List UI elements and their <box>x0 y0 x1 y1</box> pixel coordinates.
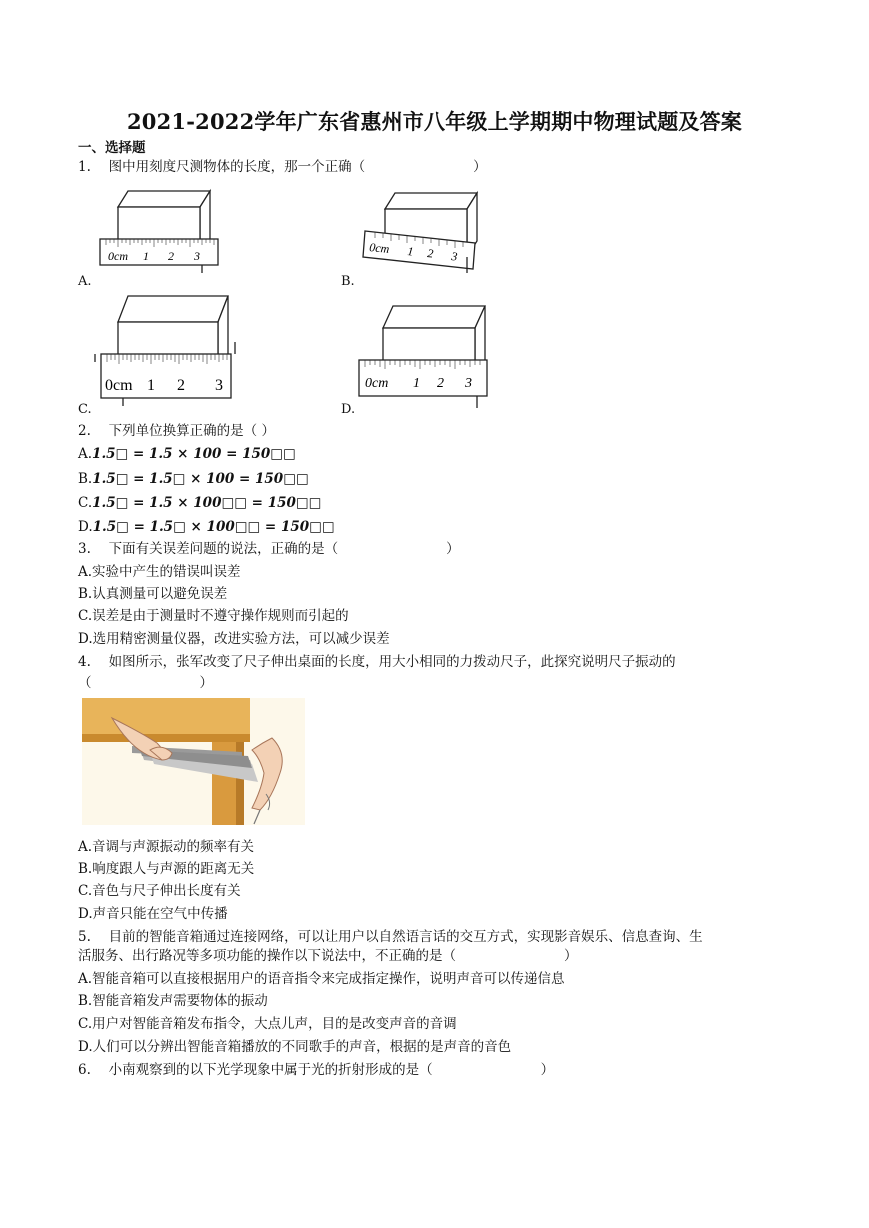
figure-ruler-a <box>98 185 223 275</box>
q2-option-label: C. <box>78 495 93 511</box>
q4-option-c: C.音色与尺子伸出长度有关 <box>78 883 241 899</box>
q2-option-b <box>78 470 309 489</box>
q4-option-d: D.声音只能在空气中传播 <box>78 906 228 922</box>
page-title: 2021-2022学年广东省惠州市八年级上学期期中物理试题及答案 <box>126 109 742 134</box>
q2-option-label: D. <box>78 519 93 535</box>
ruler-label-2: 2 <box>437 376 444 391</box>
ruler-label-3: 3 <box>465 376 472 391</box>
q2-option-label: B. <box>78 471 93 487</box>
ruler-label-1: 1 <box>143 249 149 263</box>
q3-option-a: A.实验中产生的错误叫误差 <box>78 564 241 580</box>
ruler-label-1: 1 <box>406 244 415 259</box>
ruler-label-0cm: 0cm <box>105 377 133 394</box>
q2-option-d <box>78 518 335 537</box>
figure-vibrating-ruler <box>82 698 305 825</box>
ruler-label-0cm: 0cm <box>108 249 128 263</box>
question-1-stem: 1. 图中用刻度尺测物体的长度，那一个正确（ ） <box>78 159 487 175</box>
q2-option-expression: 1.5□ = 1.5□ × 100 = 150□□ <box>92 471 309 487</box>
figure-ruler-c <box>93 292 238 407</box>
figure-ruler-d <box>355 300 490 410</box>
q1-option-d-label: D. <box>341 402 356 417</box>
q2-option-expression: 1.5□ = 1.5 × 100 = 150□□ <box>92 446 296 462</box>
question-3-stem: 3. 下面有关误差问题的说法，正确的是（ ） <box>78 541 460 557</box>
q2-option-expression: 1.5□ = 1.5 × 100□□ = 150□□ <box>92 495 322 511</box>
q4-option-b: B.响度跟人与声源的距离无关 <box>78 861 255 877</box>
q2-option-label: A. <box>78 446 93 462</box>
q3-option-d: D.选用精密测量仪器，改进实验方法，可以减少误差 <box>78 631 390 647</box>
ruler-label-3: 3 <box>450 249 459 264</box>
q5-option-d: D.人们可以分辨出智能音箱播放的不同歌手的声音，根据的是声音的音色 <box>78 1039 512 1055</box>
q2-option-expression: 1.5□ = 1.5□ × 100□□ = 150□□ <box>92 519 335 535</box>
question-4-stem-line1: 4. 如图所示，张军改变了尺子伸出桌面的长度，用大小相同的力拨动尺子，此探究说明尺子振动的 <box>78 654 676 670</box>
q3-option-b: B.认真测量可以避免误差 <box>78 586 228 602</box>
ruler-label-1: 1 <box>147 377 155 394</box>
ruler-label-0cm: 0cm <box>368 240 391 257</box>
ruler-label-0cm: 0cm <box>365 376 389 391</box>
q1-option-a-label: A. <box>78 274 92 289</box>
q5-option-c: C.用户对智能音箱发布指令，大点儿声，目的是改变声音的音调 <box>78 1016 457 1032</box>
q1-option-b-label: B. <box>341 274 355 289</box>
ruler-label-2: 2 <box>426 246 435 261</box>
q3-option-c: C.误差是由于测量时不遵守操作规则而引起的 <box>78 608 349 624</box>
q5-option-b: B.智能音箱发声需要物体的振动 <box>78 993 268 1009</box>
q5-option-a: A.智能音箱可以直接根据用户的语音指令来完成指定操作，说明声音可以传递信息 <box>78 971 565 987</box>
q1-option-c-label: C. <box>78 402 92 417</box>
q4-option-a: A.音调与声源振动的频率有关 <box>78 839 255 855</box>
ruler-label-2: 2 <box>168 249 174 263</box>
figure-ruler-b <box>355 185 485 275</box>
question-5-stem-line1: 5. 目前的智能音箱通过连接网络，可以让用户以自然语言话的交互方式，实现影音娱乐、信息查询、生 <box>78 929 703 945</box>
ruler-label-1: 1 <box>413 376 420 391</box>
question-5-stem-line2: 活服务、出行路况等多项功能的操作以下说法中，不正确的是（ ） <box>78 948 578 964</box>
ruler-label-2: 2 <box>177 377 185 394</box>
section-heading: 一、选择题 <box>78 140 146 156</box>
question-2-stem: 2. 下列单位换算正确的是（ ） <box>78 423 275 439</box>
question-6-stem: 6. 小南观察到的以下光学现象中属于光的折射形成的是（ ） <box>78 1062 555 1078</box>
q2-option-c <box>78 494 321 513</box>
question-4-stem-line2: （ ） <box>78 675 213 691</box>
q2-option-a <box>78 445 296 464</box>
ruler-label-3: 3 <box>194 249 200 263</box>
ruler-label-3: 3 <box>215 377 223 394</box>
